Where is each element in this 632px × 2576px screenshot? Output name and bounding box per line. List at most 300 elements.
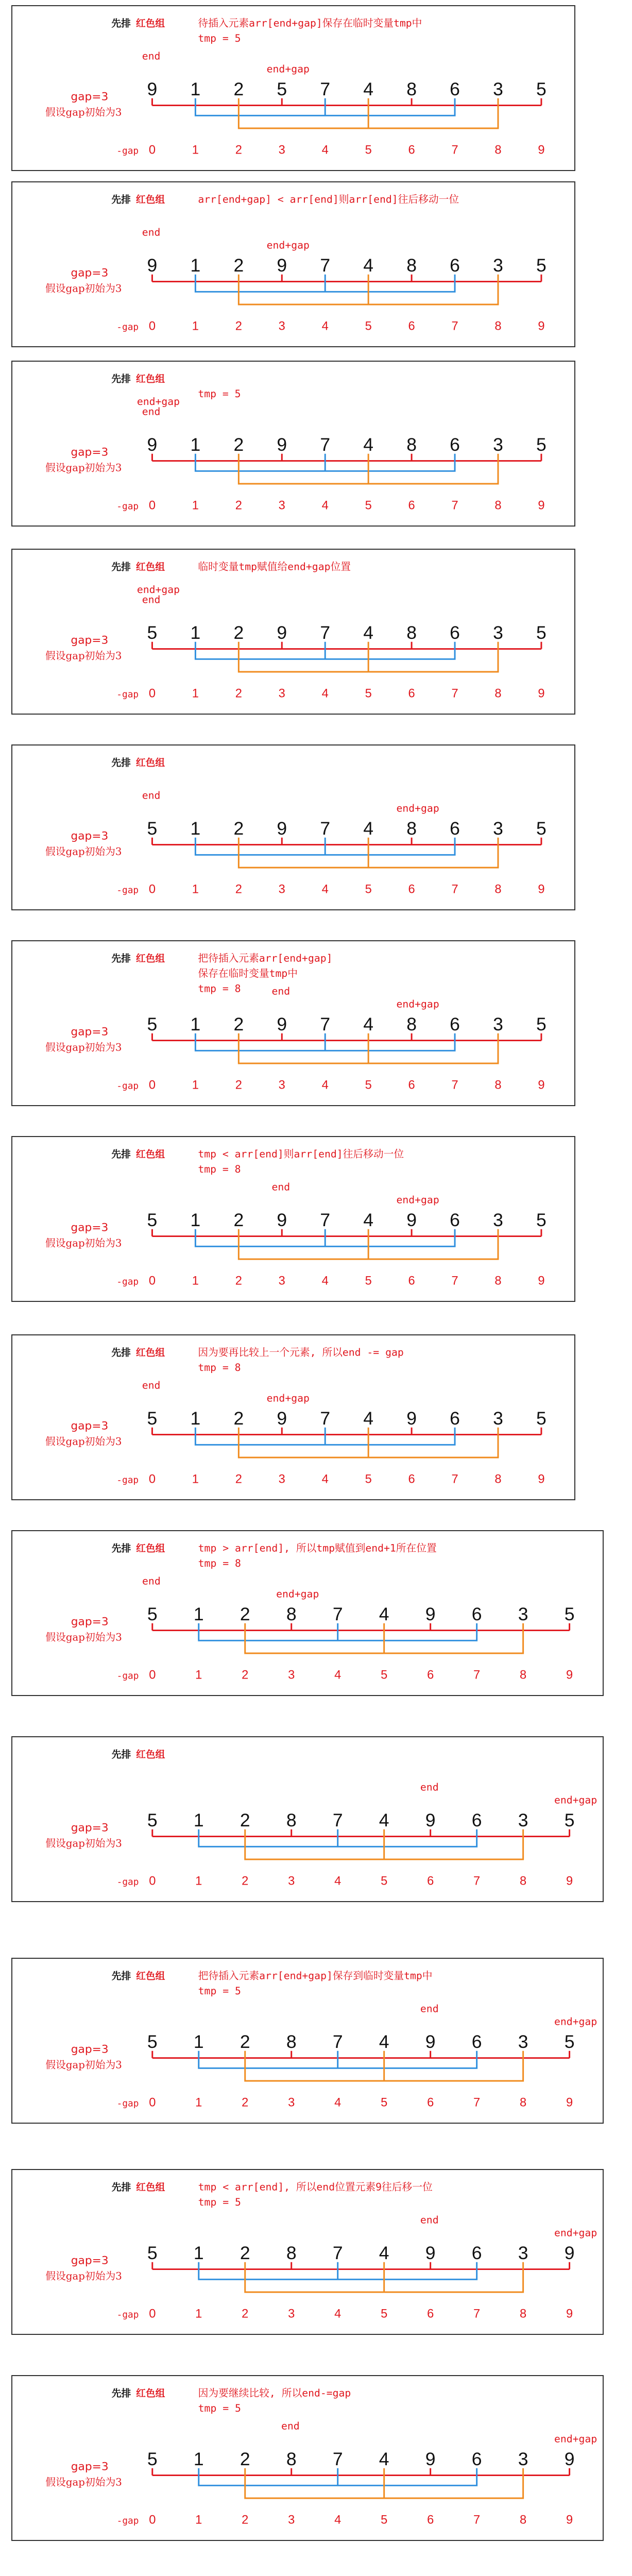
array-index: 1 <box>195 1874 202 1888</box>
step-description: tmp = 5 <box>198 32 241 45</box>
step-panel <box>11 2169 604 2335</box>
step-title: 先排 <box>111 2387 131 2399</box>
gap-label: gap=3 <box>71 1221 109 1234</box>
array-index: 9 <box>538 687 545 701</box>
step-panel <box>11 5 575 171</box>
gap-label: gap=3 <box>71 829 109 843</box>
index-label: -gap <box>116 146 139 157</box>
array-value: 3 <box>493 1013 503 1035</box>
array-index: 5 <box>365 1274 372 1288</box>
array-index: 7 <box>473 1668 481 1682</box>
array-index: 4 <box>334 1668 341 1682</box>
array-index: 6 <box>427 1668 434 1682</box>
red-group-label: 红色组 <box>136 2181 165 2193</box>
array-index: 0 <box>148 1472 156 1486</box>
array-value: 5 <box>536 1013 546 1035</box>
index-label: -gap <box>116 2516 139 2527</box>
array-value: 9 <box>406 1408 417 1429</box>
array-index: 1 <box>192 499 199 513</box>
step-diagram <box>12 6 574 170</box>
array-value: 9 <box>147 434 158 455</box>
array-index: 8 <box>520 1874 527 1888</box>
array-value: 9 <box>425 2031 436 2052</box>
array-index: 0 <box>149 2513 156 2527</box>
step-panel <box>11 181 575 347</box>
array-value: 7 <box>320 1013 331 1035</box>
array-index: 4 <box>321 499 329 513</box>
array-value: 9 <box>277 622 287 643</box>
end-marker: end <box>281 2420 300 2432</box>
array-value: 2 <box>240 2031 250 2052</box>
array-index: 8 <box>494 1078 502 1092</box>
step-panel <box>11 940 575 1106</box>
array-value: 6 <box>471 2242 482 2263</box>
red-group-bracket <box>152 269 541 282</box>
array-value: 2 <box>233 255 244 276</box>
array-value: 3 <box>518 2448 528 2469</box>
array-value: 4 <box>363 1408 374 1429</box>
array-index: 7 <box>473 2307 481 2321</box>
array-value: 2 <box>233 818 244 839</box>
endgap-marker: end+gap <box>554 2433 597 2445</box>
end-marker: end <box>420 1781 439 1793</box>
red-group-bracket <box>152 1224 541 1236</box>
end-marker: end <box>142 1575 161 1587</box>
gap-note: 假设gap初始为3 <box>45 1435 122 1448</box>
index-label: -gap <box>116 885 139 896</box>
step-title: 先排 <box>111 1749 131 1760</box>
step-description: 保存在临时变量tmp中 <box>198 968 298 980</box>
array-index: 4 <box>321 883 329 896</box>
array-value: 3 <box>518 2242 528 2263</box>
array-index: 9 <box>566 2096 573 2110</box>
array-value: 5 <box>147 622 158 643</box>
array-index: 7 <box>451 1472 458 1486</box>
array-value: 7 <box>320 622 331 643</box>
step-title: 先排 <box>111 953 131 964</box>
array-value: 1 <box>190 255 201 276</box>
array-value: 7 <box>320 434 331 455</box>
array-index: 5 <box>365 319 372 333</box>
endgap-marker: end+gap <box>396 998 439 1010</box>
array-value: 5 <box>147 2242 158 2263</box>
array-index: 4 <box>321 319 329 333</box>
step-title: 先排 <box>111 1970 131 1982</box>
array-index: 6 <box>408 1078 415 1092</box>
red-group-label: 红色组 <box>135 1148 165 1160</box>
array-value: 3 <box>518 1603 528 1624</box>
array-value: 9 <box>425 1603 436 1624</box>
array-value: 8 <box>286 2242 297 2263</box>
array-index: 2 <box>235 499 242 513</box>
array-value: 7 <box>332 1809 343 1831</box>
array-index: 6 <box>408 143 415 157</box>
step-title: 先排 <box>111 194 131 206</box>
step-panel <box>11 1530 604 1696</box>
array-value: 2 <box>240 2242 250 2263</box>
step-panel <box>11 1736 604 1902</box>
array-index: 3 <box>278 499 285 513</box>
array-index: 2 <box>235 1078 242 1092</box>
array-value: 4 <box>363 818 374 839</box>
end-marker: end <box>142 789 161 802</box>
step-panel <box>11 744 575 910</box>
array-value: 7 <box>320 1209 331 1230</box>
step-description: tmp = 8 <box>198 1163 241 1176</box>
array-value: 5 <box>564 2031 575 2052</box>
array-value: 4 <box>363 255 374 276</box>
array-value: 5 <box>536 818 546 839</box>
endgap-marker: end+gap <box>266 239 310 251</box>
red-group-label: 红色组 <box>135 757 165 769</box>
array-index: 3 <box>288 2096 295 2110</box>
array-value: 6 <box>471 1809 482 1831</box>
array-value: 1 <box>190 1013 201 1035</box>
array-index: 2 <box>235 883 242 896</box>
array-index: 0 <box>149 1874 156 1888</box>
array-index: 7 <box>473 1874 481 1888</box>
array-value: 8 <box>286 2031 297 2052</box>
endgap-marker: end+gap <box>266 63 310 75</box>
array-value: 4 <box>379 1603 389 1624</box>
array-index: 5 <box>381 2096 388 2110</box>
gap-label: gap=3 <box>71 634 109 647</box>
index-label: -gap <box>116 689 139 700</box>
array-index: 4 <box>334 2096 341 2110</box>
array-index: 1 <box>195 2307 202 2321</box>
array-value: 3 <box>493 818 503 839</box>
red-group-label: 红色组 <box>135 373 165 385</box>
step-diagram <box>12 1335 574 1499</box>
step-description: tmp = 5 <box>198 388 241 400</box>
array-value: 3 <box>493 622 503 643</box>
gap-note: 假设gap初始为3 <box>45 1631 122 1643</box>
step-description: 因为要继续比较, 所以end-=gap <box>198 2387 351 2399</box>
array-value: 9 <box>277 1013 287 1035</box>
array-index: 5 <box>365 883 372 896</box>
array-value: 1 <box>193 2031 204 2052</box>
step-description: 临时变量tmp赋值给end+gap位置 <box>198 561 351 573</box>
endgap-marker: end+gap <box>266 1392 310 1404</box>
index-label: -gap <box>116 1877 139 1888</box>
index-label: -gap <box>116 1081 139 1092</box>
end-marker: end <box>271 985 291 997</box>
array-index: 6 <box>408 687 415 701</box>
array-index: 2 <box>242 1668 249 1682</box>
step-description: 待插入元素arr[end+gap]保存在临时变量tmp中 <box>198 17 422 29</box>
array-value: 9 <box>147 255 158 276</box>
array-value: 5 <box>147 1013 158 1035</box>
array-index: 1 <box>192 1078 199 1092</box>
array-index: 5 <box>381 2307 388 2321</box>
red-group-label: 红色组 <box>135 561 165 573</box>
array-value: 5 <box>536 255 546 276</box>
step-title: 先排 <box>111 561 131 573</box>
array-value: 7 <box>332 1603 343 1624</box>
array-value: 3 <box>493 1408 503 1429</box>
array-value: 2 <box>233 622 244 643</box>
step-description: tmp = 5 <box>198 2402 241 2415</box>
step-title: 先排 <box>111 1543 131 1554</box>
gap-label: gap=3 <box>71 446 109 459</box>
step-title: 先排 <box>111 373 131 385</box>
array-value: 6 <box>471 2448 482 2469</box>
array-value: 9 <box>564 2448 575 2469</box>
array-value: 1 <box>193 2242 204 2263</box>
array-index: 0 <box>149 1668 156 1682</box>
array-value: 5 <box>147 1603 158 1624</box>
array-value: 5 <box>564 1603 575 1624</box>
red-group-label: 红色组 <box>135 18 165 29</box>
array-index: 0 <box>149 2096 156 2110</box>
array-index: 6 <box>408 1274 415 1288</box>
array-index: 8 <box>494 143 502 157</box>
array-index: 4 <box>334 2307 341 2321</box>
step-description: arr[end+gap] < arr[end]则arr[end]往后移动一位 <box>198 193 459 206</box>
step-panel <box>11 2375 604 2541</box>
array-index: 3 <box>278 1078 285 1092</box>
array-index: 2 <box>242 2096 249 2110</box>
array-value: 7 <box>332 2031 343 2052</box>
array-value: 2 <box>240 1809 250 1831</box>
array-index: 0 <box>148 883 156 896</box>
array-index: 9 <box>538 143 545 157</box>
red-group-label: 红色组 <box>136 1749 165 1760</box>
array-index: 8 <box>520 1668 527 1682</box>
array-index: 8 <box>494 499 502 513</box>
array-value: 1 <box>190 1209 201 1230</box>
array-value: 1 <box>190 818 201 839</box>
array-value: 2 <box>233 1408 244 1429</box>
gap-label: gap=3 <box>71 2460 109 2473</box>
array-value: 5 <box>147 1809 158 1831</box>
index-label: -gap <box>116 501 139 512</box>
gap-note: 假设gap初始为3 <box>45 1237 122 1249</box>
array-value: 8 <box>406 434 417 455</box>
array-value: 2 <box>233 434 244 455</box>
array-index: 2 <box>235 143 242 157</box>
array-value: 3 <box>518 1809 528 1831</box>
step-description: tmp < arr[end], 所以end位置元素9往后移一位 <box>198 2181 433 2193</box>
array-index: 4 <box>321 1078 329 1092</box>
array-value: 6 <box>471 2031 482 2052</box>
array-index: 1 <box>192 1274 199 1288</box>
gap-note: 假设gap初始为3 <box>45 106 122 118</box>
array-index: 1 <box>195 2513 202 2527</box>
array-value: 5 <box>147 818 158 839</box>
array-index: 7 <box>473 2513 481 2527</box>
step-diagram <box>12 182 574 346</box>
gap-label: gap=3 <box>71 2254 109 2267</box>
array-value: 9 <box>277 1209 287 1230</box>
gap-note: 假设gap初始为3 <box>45 2059 122 2071</box>
step-title: 先排 <box>111 1148 131 1160</box>
index-label: -gap <box>116 2098 139 2109</box>
gap-note: 假设gap初始为3 <box>45 650 122 662</box>
array-index: 8 <box>520 2513 527 2527</box>
array-index: 8 <box>494 883 502 896</box>
gap-note: 假设gap初始为3 <box>45 2270 122 2282</box>
index-label: -gap <box>116 1671 139 1682</box>
array-value: 4 <box>363 78 374 99</box>
array-value: 7 <box>320 78 331 99</box>
step-title: 先排 <box>111 18 131 29</box>
index-label: -gap <box>116 1277 139 1287</box>
end-marker: end <box>142 50 161 62</box>
red-group-bracket <box>152 1028 541 1041</box>
array-index: 6 <box>408 499 415 513</box>
array-value: 2 <box>240 1603 250 1624</box>
step-description: tmp < arr[end]则arr[end]往后移动一位 <box>198 1148 404 1160</box>
array-value: 1 <box>193 1809 204 1831</box>
gap-label: gap=3 <box>71 1615 109 1629</box>
red-group-label: 红色组 <box>135 1347 165 1359</box>
array-index: 6 <box>427 2096 434 2110</box>
array-index: 5 <box>365 499 372 513</box>
gap-label: gap=3 <box>71 1419 109 1433</box>
array-value: 5 <box>536 1209 546 1230</box>
array-index: 7 <box>473 2096 481 2110</box>
array-value: 4 <box>363 1013 374 1035</box>
array-index: 3 <box>288 2307 295 2321</box>
red-group-bracket <box>152 832 541 845</box>
array-index: 6 <box>408 319 415 333</box>
end-marker: end <box>142 405 161 418</box>
array-index: 9 <box>538 499 545 513</box>
red-group-label: 红色组 <box>135 194 165 206</box>
gap-note: 假设gap初始为3 <box>45 282 122 295</box>
array-index: 3 <box>278 143 285 157</box>
array-index: 0 <box>148 143 156 157</box>
endgap-marker: end+gap <box>554 1794 597 1806</box>
step-description: 因为要再比较上一个元素, 所以end -= gap <box>198 1346 404 1359</box>
array-value: 6 <box>450 622 460 643</box>
array-index: 4 <box>334 2513 341 2527</box>
array-value: 9 <box>425 2242 436 2263</box>
array-index: 9 <box>538 1472 545 1486</box>
array-value: 6 <box>450 1209 460 1230</box>
array-index: 1 <box>192 319 199 333</box>
step-diagram <box>12 1137 574 1301</box>
array-index: 2 <box>235 687 242 701</box>
end-marker: end <box>142 594 161 606</box>
array-value: 9 <box>406 1209 417 1230</box>
end-marker: end <box>271 1181 291 1193</box>
array-value: 9 <box>277 1408 287 1429</box>
array-value: 9 <box>277 434 287 455</box>
array-value: 7 <box>332 2448 343 2469</box>
step-description: 把待插入元素arr[end+gap]保存到临时变量tmp中 <box>198 1970 433 1982</box>
gap-note: 假设gap初始为3 <box>45 1041 122 1054</box>
array-value: 9 <box>277 255 287 276</box>
array-value: 9 <box>564 2242 575 2263</box>
array-value: 5 <box>536 622 546 643</box>
array-index: 3 <box>288 1874 295 1888</box>
array-index: 5 <box>365 687 372 701</box>
array-value: 8 <box>286 2448 297 2469</box>
array-index: 7 <box>451 143 458 157</box>
array-index: 4 <box>321 1274 329 1288</box>
array-index: 9 <box>566 2513 573 2527</box>
array-value: 7 <box>320 818 331 839</box>
array-index: 4 <box>334 1874 341 1888</box>
array-index: 3 <box>278 1472 285 1486</box>
array-index: 9 <box>538 883 545 896</box>
endgap-marker: end+gap <box>136 583 180 596</box>
array-index: 6 <box>427 1874 434 1888</box>
array-index: 7 <box>451 687 458 701</box>
array-index: 8 <box>520 2096 527 2110</box>
array-value: 3 <box>518 2031 528 2052</box>
array-index: 5 <box>381 1874 388 1888</box>
array-value: 5 <box>564 1809 575 1831</box>
array-index: 0 <box>148 319 156 333</box>
array-value: 5 <box>277 78 287 99</box>
array-index: 8 <box>494 319 502 333</box>
array-value: 6 <box>471 1603 482 1624</box>
end-marker: end <box>420 2003 439 2015</box>
array-index: 6 <box>408 1472 415 1486</box>
array-value: 4 <box>379 2031 389 2052</box>
array-index: 7 <box>451 1078 458 1092</box>
red-group-bracket <box>152 448 541 461</box>
step-description: tmp = 8 <box>198 982 241 995</box>
step-panel <box>11 1334 575 1500</box>
step-title: 先排 <box>111 1347 131 1359</box>
gap-label: gap=3 <box>71 90 109 104</box>
array-value: 6 <box>450 78 460 99</box>
array-index: 0 <box>148 499 156 513</box>
step-description: tmp = 8 <box>198 1557 241 1570</box>
array-value: 3 <box>493 255 503 276</box>
array-value: 5 <box>147 1209 158 1230</box>
gap-label: gap=3 <box>71 2043 109 2056</box>
array-value: 9 <box>425 1809 436 1831</box>
array-value: 1 <box>190 1408 201 1429</box>
array-index: 5 <box>365 1472 372 1486</box>
array-value: 1 <box>193 1603 204 1624</box>
index-label: -gap <box>116 1475 139 1486</box>
array-index: 3 <box>278 1274 285 1288</box>
array-index: 3 <box>288 2513 295 2527</box>
array-index: 5 <box>365 1078 372 1092</box>
array-index: 1 <box>192 143 199 157</box>
array-value: 4 <box>363 434 374 455</box>
array-value: 5 <box>536 1408 546 1429</box>
array-value: 5 <box>536 78 546 99</box>
array-index: 8 <box>494 1472 502 1486</box>
array-value: 2 <box>233 1209 244 1230</box>
red-group-bracket <box>152 2463 570 2476</box>
array-value: 6 <box>450 255 460 276</box>
red-group-bracket <box>152 2045 570 2058</box>
step-diagram <box>12 1959 603 2123</box>
array-index: 4 <box>321 1472 329 1486</box>
array-value: 4 <box>379 1809 389 1831</box>
array-value: 8 <box>286 1809 297 1831</box>
array-index: 8 <box>494 687 502 701</box>
array-index: 4 <box>321 143 329 157</box>
array-index: 2 <box>242 2307 249 2321</box>
red-group-bracket <box>152 1618 570 1631</box>
array-index: 7 <box>451 883 458 896</box>
array-index: 3 <box>278 687 285 701</box>
array-value: 8 <box>406 1013 417 1035</box>
array-index: 2 <box>235 1472 242 1486</box>
index-label: -gap <box>116 322 139 333</box>
array-value: 9 <box>425 2448 436 2469</box>
array-value: 3 <box>493 1209 503 1230</box>
